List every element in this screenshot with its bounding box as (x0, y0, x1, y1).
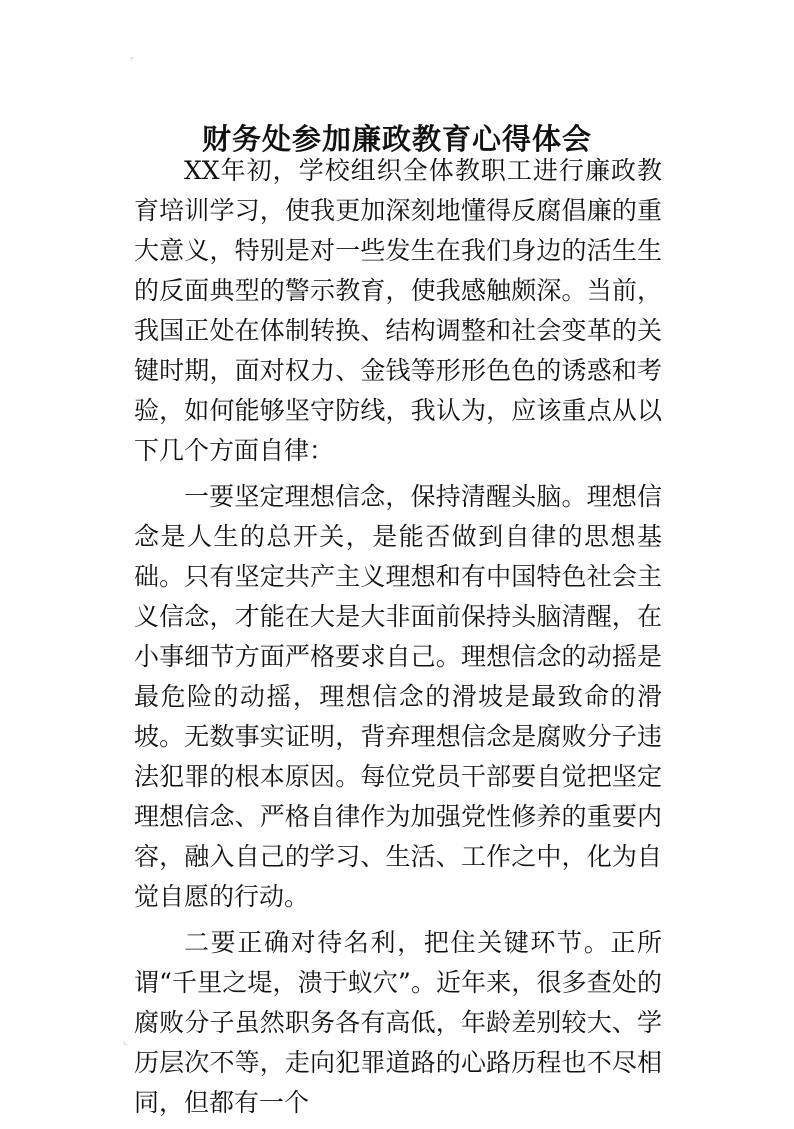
page-corner-mark-top: ⌜ (130, 57, 135, 68)
page-title: 财务处参加廉政教育心得体会 (201, 122, 592, 157)
document-body (134, 151, 662, 1129)
page-corner-mark-bottom: ⌞ (123, 1036, 128, 1047)
body-paragraph: 二要正确对待名利，把住关键环节。正所谓“千里之堤，溃于蚁穴”。近年来，很多查处的腐败分子虽然职务各有高低，年龄差别较大、学历层次不等，走向犯罪道路的心路历程也不尽相同，但都有一个 (134, 928, 662, 1117)
body-paragraph: 一要坚定理想信念，保持清醒头脑。理想信念是人生的总开关，是能否做到自律的思想基础。只有坚定共产主义理想和有中国特色社会主义信念，才能在大是大非面前保持头脑清醒，在小事细节方面严格要求自己。理想信念的动摇是最危险的动摇，理想信念的滑坡是最致命的滑坡。无数事实证明，背弃理想信念是腐败分子违法犯罪的根本原因。每位党员干部要自觉把坚定理想信念、严格自律作为加强党性修养的重要内容，融入自己的学习、生活、工作之中，化为自觉自愿的行动。 (134, 482, 662, 911)
body-paragraph: XX年初，学校组织全体教职工进行廉政教育培训学习，使我更加深刻地懂得反腐倡廉的重大意义，特别是对一些发生在我们身边的活生生的反面典型的警示教育，使我感触颇深。当前，我国正处在体制转换、结构调整和社会变革的关键时期，面对权力、金钱等形形色色的诱惑和考验，如何能够坚守防线，我认为，应该重点从以下几个方面自律： (134, 156, 662, 465)
